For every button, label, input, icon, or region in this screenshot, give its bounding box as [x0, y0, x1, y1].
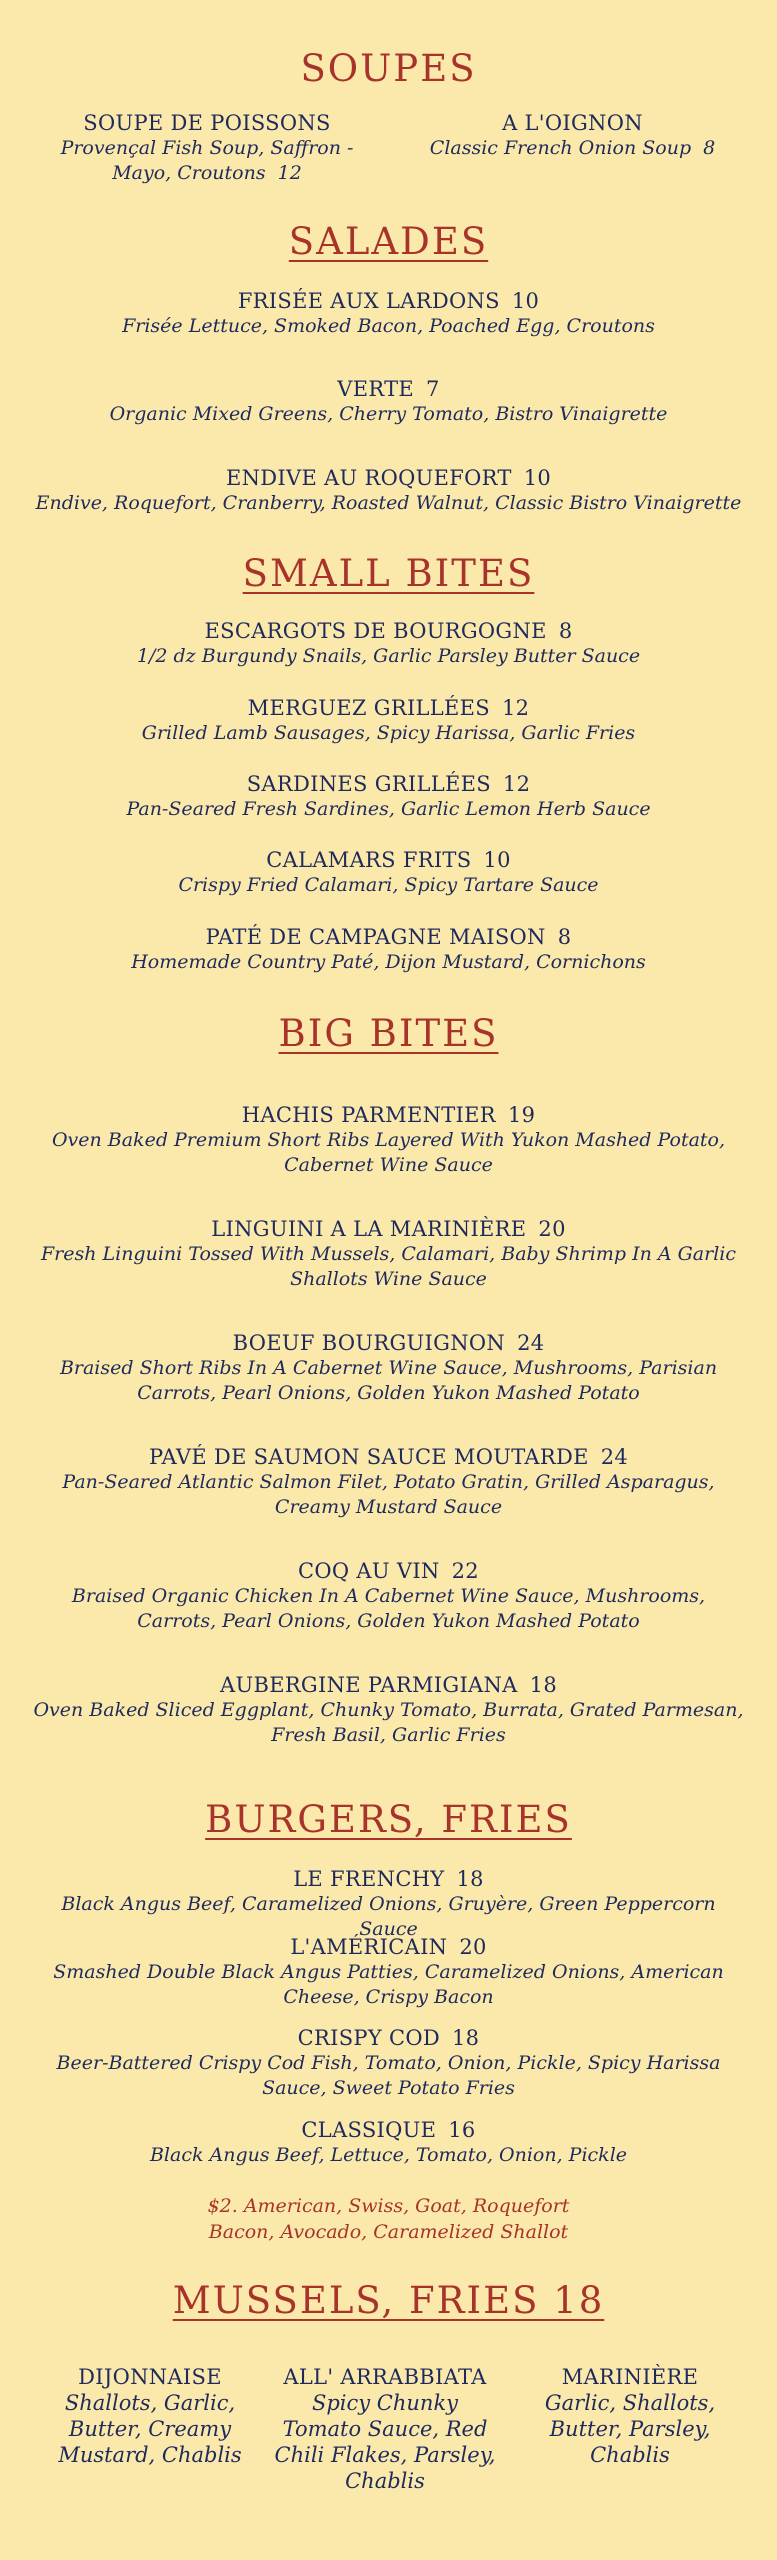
item-price: 12 [502, 772, 531, 796]
item-price: 18 [456, 1867, 484, 1891]
menu-item [30, 847, 747, 898]
menu-item [30, 2117, 747, 2168]
menu-item [420, 110, 725, 161]
item-price: 20 [538, 1217, 566, 1241]
menu-item [30, 2025, 747, 2101]
item-price: 22 [451, 1559, 479, 1583]
item-price: 20 [459, 1935, 487, 1959]
item-description: Classic French Onion Soup [429, 137, 692, 159]
item-price: 24 [600, 1445, 629, 1469]
item-price: 8 [557, 925, 572, 949]
item-name: PAVÉ DE SAUMON SAUCE MOUTARDE [148, 1445, 589, 1469]
item-description: Garlic, Shallots, [544, 2391, 716, 2415]
item-name: MERGUEZ GRILLÉES [247, 696, 490, 720]
item-description: Endive, Roquefort, Cranberry, Roasted Walnut, Classic Bistro Vinaigrette [35, 492, 742, 514]
item-name: AUBERGINE PARMIGIANA [220, 1673, 518, 1697]
item-price: 16 [448, 2118, 476, 2142]
item-price: 18 [529, 1673, 557, 1697]
menu-item [30, 465, 747, 516]
section-heading-big-bites: BIG BITES [278, 1012, 499, 1055]
item-name: PATÉ DE CAMPAGNE MAISON [205, 925, 546, 949]
item-description: Beer-Battered Crispy Cod Fish, Tomato, Onion, Pickle, Spicy Harissa [56, 2052, 721, 2074]
menu-item [30, 1444, 747, 1520]
item-description: 1/2 dz Burgundy Snails, Garlic Parsley Butter Sauce [136, 645, 641, 667]
menu-item [48, 110, 366, 186]
item-price: 19 [507, 1103, 536, 1127]
menu-item [30, 695, 747, 746]
section-heading-mussels: MUSSELS, FRIES 18 [172, 2279, 605, 2322]
item-description: Chili Flakes, Parsley, [274, 2443, 496, 2467]
item-price: 10 [511, 289, 540, 313]
item-name: LE FRENCHY [293, 1867, 445, 1891]
item-description: Grilled Lamb Sausages, Spicy Harissa, Garlic Fries [141, 722, 636, 744]
item-description: Chablis [590, 2443, 670, 2467]
item-description: Fresh Linguini Tossed With Mussels, Calamari, Baby Shrimp In A Garlic [40, 1243, 737, 1265]
item-price: 8 [558, 619, 573, 643]
menu-item [30, 1866, 747, 1942]
item-description: Organic Mixed Greens, Cherry Tomato, Bistro Vinaigrette [109, 403, 668, 425]
item-name: COQ AU VIN [298, 1559, 440, 1583]
menu-item [30, 771, 747, 822]
menu-item [30, 1102, 747, 1178]
menu-item [265, 2364, 505, 2494]
item-description: Black Angus Beef, Lettuce, Tomato, Onion, Pickle [149, 2144, 628, 2166]
menu-item [510, 2364, 750, 2468]
menu-item [30, 1558, 747, 1634]
item-name: SARDINES GRILLÉES [246, 772, 491, 796]
item-description: Cheese, Crispy Bacon [283, 1986, 494, 2008]
item-name: SOUPE DE POISSONS [83, 111, 331, 135]
item-description: Carrots, Pearl Onions, Golden Yukon Mashed Potato [137, 1382, 640, 1404]
item-description: Spicy Chunky [311, 2391, 459, 2415]
menu-item [30, 924, 747, 975]
section-heading-small-bites: SMALL BITES [242, 552, 535, 595]
menu-item [30, 618, 747, 669]
item-price: 12 [502, 696, 530, 720]
menu-item [30, 1934, 747, 2010]
item-price: 7 [426, 377, 440, 401]
menu-item [30, 376, 747, 427]
item-name: BOEUF BOURGUIGNON [232, 1331, 506, 1355]
item-description: Creamy Mustard Sauce [274, 1496, 503, 1518]
item-description: Pan-Seared Atlantic Salmon Filet, Potato Gratin, Grilled Asparagus, [62, 1471, 715, 1493]
menu-item [35, 2364, 265, 2468]
addons-note: Bacon, Avocado, Caramelized Shallot [208, 2221, 569, 2243]
item-name: DIJONNAISE [78, 2365, 222, 2389]
section-heading-salades: SALADES [288, 220, 489, 263]
item-price: 24 [517, 1331, 545, 1355]
item-name: HACHIS PARMENTIER [241, 1103, 496, 1127]
menu-item [30, 1330, 747, 1406]
item-description: Smashed Double Black Angus Patties, Caramelized Onions, American [53, 1961, 724, 1983]
item-name: VERTE [337, 377, 415, 401]
item-name: LINGUINI A LA MARINIÈRE [211, 1217, 527, 1241]
item-description: Mayo, Croutons [112, 162, 266, 184]
item-name: A L'OIGNON [502, 111, 643, 135]
item-price: 10 [523, 466, 552, 490]
addons-note: $2. American, Swiss, Goat, Roquefort [207, 2195, 570, 2217]
item-name: CALAMARS FRITS [266, 848, 472, 872]
item-price: 18 [452, 2026, 480, 2050]
section-heading-soupes: SOUPES [300, 47, 477, 90]
item-description: Braised Organic Chicken In A Cabernet Wine Sauce, Mushrooms, [71, 1585, 706, 1607]
item-description: Sauce, Sweet Potato Fries [262, 2077, 515, 2099]
item-price: 12 [277, 162, 302, 184]
item-description: Frisée Lettuce, Smoked Bacon, Poached Egg, Croutons [122, 315, 655, 337]
item-description: Butter, Creamy [68, 2417, 232, 2441]
item-description: Tomato Sauce, Red [282, 2417, 488, 2441]
item-description: Butter, Parsley, [549, 2417, 711, 2441]
item-description: Carrots, Pearl Onions, Golden Yukon Mashed Potato [137, 1610, 640, 1632]
item-description: Pan-Seared Fresh Sardines, Garlic Lemon Herb Sauce [126, 798, 651, 820]
item-name: FRISÉE AUX LARDONS [237, 289, 500, 313]
section-heading-burgers: BURGERS, FRIES [205, 1798, 572, 1841]
menu-item [30, 288, 747, 339]
item-description: Provençal Fish Soup, Saffron - [60, 137, 354, 159]
item-name: L'AMÉRICAIN [290, 1935, 448, 1959]
item-description: Mustard, Chablis [58, 2443, 242, 2467]
item-price: 8 [703, 137, 716, 159]
item-name: ALL' ARRABBIATA [283, 2365, 487, 2389]
item-name: CLASSIQUE [301, 2118, 437, 2142]
item-price: 10 [483, 848, 511, 872]
item-description: Chablis [345, 2469, 425, 2493]
item-name: MARINIÈRE [561, 2365, 699, 2389]
item-description: Fresh Basil, Garlic Fries [271, 1724, 506, 1746]
item-description: Cabernet Wine Sauce [284, 1154, 493, 1176]
item-name: CRISPY COD [297, 2026, 441, 2050]
item-description: Homemade Country Paté, Dijon Mustard, Cornichons [131, 951, 646, 973]
item-description: Shallots Wine Sauce [290, 1268, 487, 1290]
item-description: Shallots, Garlic, [64, 2391, 236, 2415]
item-description: Oven Baked Premium Short Ribs Layered With Yukon Mashed Potato, [51, 1129, 726, 1151]
menu-item [30, 1672, 747, 1748]
item-description: Black Angus Beef, Caramelized Onions, Gruyère, Green Peppercorn Sauce [61, 1893, 716, 1940]
menu-item [30, 1216, 747, 1292]
item-description: Oven Baked Sliced Eggplant, Chunky Tomato, Burrata, Grated Parmesan, [33, 1699, 744, 1721]
item-name: ENDIVE AU ROQUEFORT [225, 466, 512, 490]
item-description: Crispy Fried Calamari, Spicy Tartare Sauce [178, 874, 599, 896]
item-name: ESCARGOTS DE BOURGOGNE [204, 619, 547, 643]
item-description: Braised Short Ribs In A Cabernet Wine Sauce, Mushrooms, Parisian [59, 1357, 718, 1379]
